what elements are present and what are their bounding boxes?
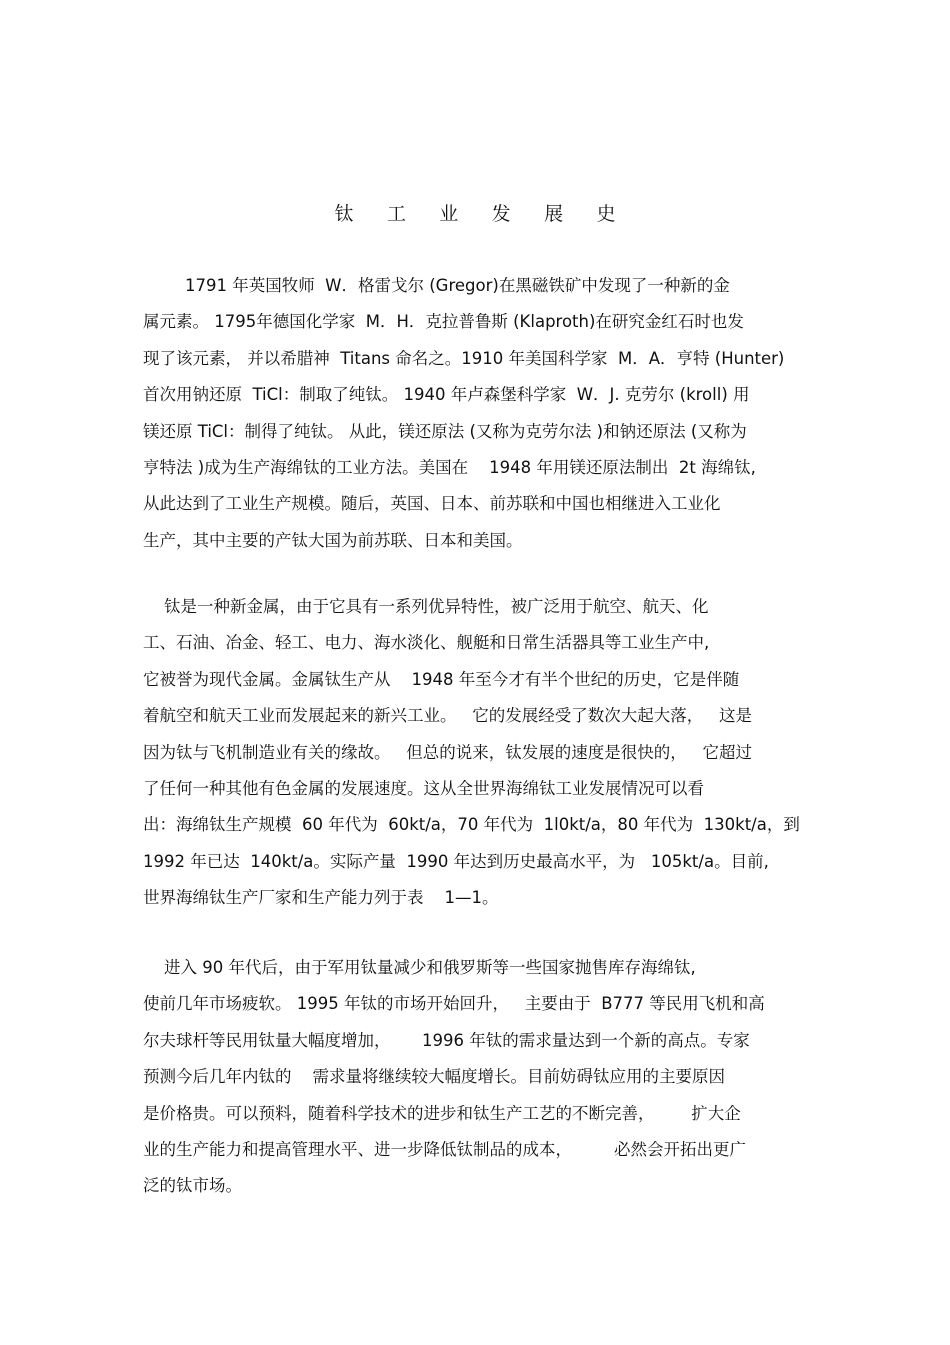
text-line: 它被誉为现代金属。金属钛生产从 1948 年至今才有半个世纪的历史，它是伴随 (143, 669, 740, 689)
text-line: 着航空和航天工业而发展起来的新兴工业。 它的发展经受了数次大起大落， 这是 (143, 706, 752, 726)
text-line: 1791 年英国牧师 W．格雷戈尔 (Gregor)在黑磁铁矿中发现了一种新的金 (143, 276, 730, 295)
text-line: 使前几年市场疲软。 1995 年钛的市场开始回升， 主要由于 B777 等民用飞机和高 (143, 994, 765, 1014)
text-line: 工、石油、冶金、轻工、电力、海水淡化、舰艇和日常生活器具等工业生产中, (143, 633, 710, 653)
page-title: 钛 工 业 发 展 史 (334, 203, 630, 225)
text-line: 出：海绵钛生产规模 60 年代为 60kt/a，70 年代为 1l0kt/a，80 年代为 130kt/a，到 (143, 815, 800, 835)
text-line: 属元素。 1795年德国化学家 M．H．克拉普鲁斯 (Klaproth)在研究金红石时也发 (143, 312, 744, 332)
text-line: 镁还原 TiCl：制得了纯钛。 从此，镁还原法 (又称为克劳尔法 )和钠还原法 (又称为 (143, 421, 747, 441)
text-line: 进入 90 年代后，由于军用钛量减少和俄罗斯等一些国家抛售库存海绵钛, (143, 958, 696, 977)
text-line: 世界海绵钛生产厂家和生产能力列于表 1—1。 (143, 888, 499, 908)
text-line: 泛的钛市场。 (143, 1176, 242, 1196)
text-line: 从此达到了工业生产规模。随后，英国、日本、前苏联和中国也相继进入工业化 (143, 494, 721, 514)
text-line: 亨特法 )成为生产海绵钛的工业方法。美国在 1948 年用镁还原法制出 2t 海绵钛, (143, 457, 756, 477)
text-line: 尔夫球杆等民用钛量大幅度增加， 1996 年钛的需求量达到一个新的高点。专家 (143, 1030, 750, 1050)
text-line: 因为钛与飞机制造业有关的缘故。 但总的说来，钛发展的速度是很快的， 它超过 (143, 742, 752, 762)
paragraph-3 (143, 950, 823, 1205)
text-line: 了任何一种其他有色金属的发展速度。这从全世界海绵钛工业发展情况可以看 (143, 778, 704, 798)
text-line: 业的生产能力和提高管理水平、进一步降低钛制品的成本， 必然会开拓出更广 (143, 1139, 746, 1159)
paragraph-1 (143, 268, 823, 559)
text-line: 是价格贵。可以预料，随着科学技术的进步和钛生产工艺的不断完善， 扩大企 (143, 1103, 741, 1123)
text-line: 生产，其中主要的产钛大国为前苏联、日本和美国。 (143, 530, 523, 550)
paragraph-2 (143, 589, 823, 917)
text-line: 1992 年已达 140kt/a。实际产量 1990 年达到历史最高水平，为 105kt/a。目前, (143, 851, 769, 871)
text-line: 钛是一种新金属，由于它具有一系列优异特性，被广泛用于航空、航天、化 (143, 597, 709, 616)
text-line: 现了该元素， 并以希腊神 Titans 命名之。1910 年美国科学家 M．A．亨特 (Hunter) (143, 348, 785, 368)
text-line: 预测今后几年内钛的 需求量将继续较大幅度增长。目前妨碍钛应用的主要原因 (143, 1067, 725, 1087)
text-line: 首次用钠还原 TiCl：制取了纯钛。 1940 年卢森堡科学家 W．J. 克劳尔 (kroll) 用 (143, 385, 750, 405)
